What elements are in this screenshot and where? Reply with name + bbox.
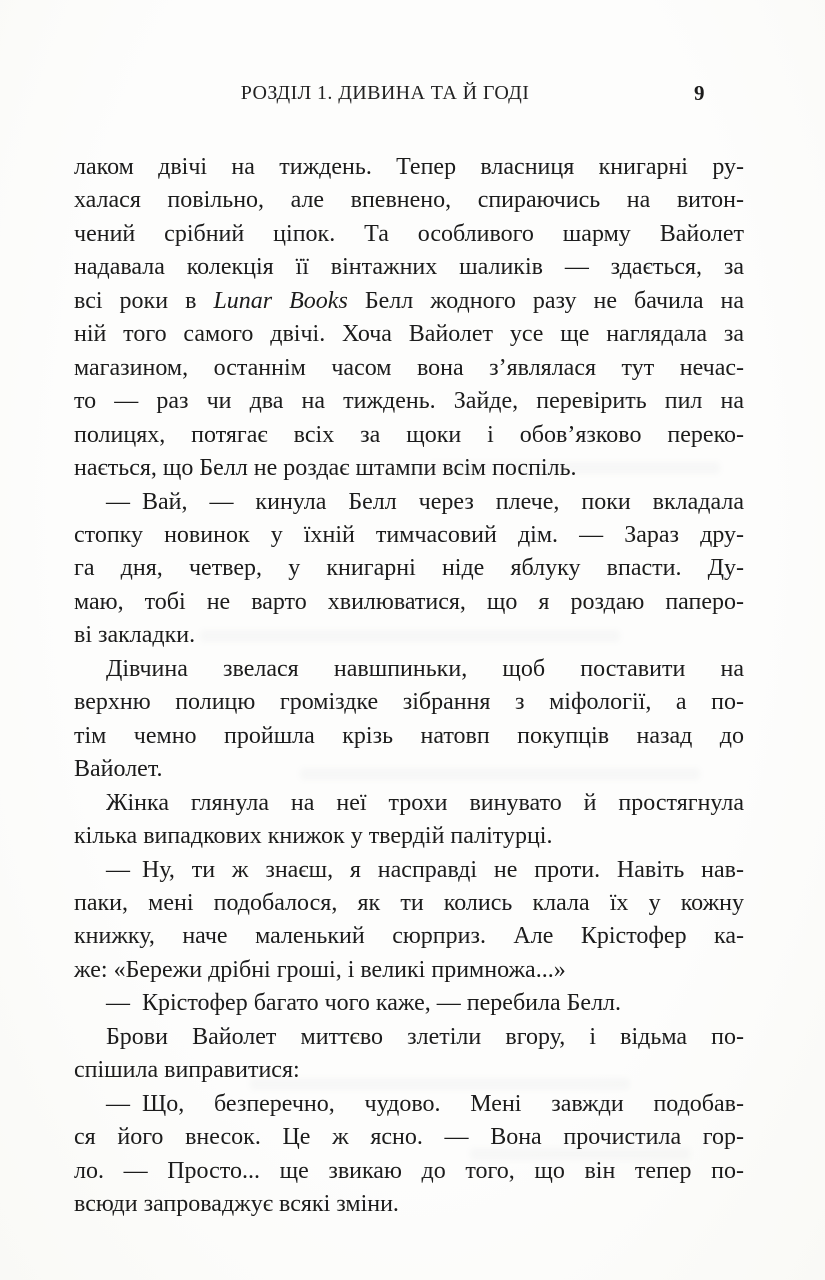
text-segment: ній того самого двічі. Хоча Вайолет усе ще наглядала за	[74, 321, 744, 348]
text-segment: Вайолет.	[74, 756, 163, 783]
text-line	[74, 787, 744, 820]
text-line	[74, 1121, 744, 1154]
text-line	[74, 720, 744, 753]
text-segment: га дня, четвер, у книгарні ніде яблуку впасти. Ду-	[74, 555, 744, 582]
text-line	[74, 954, 744, 987]
text-line	[74, 987, 744, 1020]
text-segment: кілька випадкових книжок у твердій палітурці.	[74, 823, 553, 850]
text-line	[74, 686, 744, 719]
text-line	[74, 385, 744, 418]
text-segment: Брови Вайолет миттєво злетіли вгору, і відьма по-	[106, 1023, 744, 1050]
text-line	[74, 151, 744, 184]
text-segment: нається, що Белл не роздає штампи всім поспіль.	[74, 455, 577, 482]
text-segment: верхню полицю громіздке зібрання з міфології, а по-	[74, 689, 744, 716]
chapter-running-head: РОЗДІЛ 1. ДИВИНА ТА Й ГОДІ	[240, 82, 530, 104]
text-segment: тім чемно пройшла крізь натовп покупців назад до	[74, 722, 744, 749]
text-segment: маю, тобі не варто хвилюватися, що я роздаю паперо-	[74, 588, 744, 615]
text-segment: халася повільно, але впевнено, спираючись на витон-	[74, 187, 744, 214]
text-segment: ві закладки.	[74, 622, 196, 649]
page-number: 9	[694, 81, 705, 105]
text-line	[74, 1054, 744, 1087]
text-segment: всюди запроваджує всякі зміни.	[74, 1191, 399, 1218]
text-line	[74, 552, 744, 585]
text-segment: ся його внесок. Це ж ясно. — Вона прочистила гор-	[74, 1124, 744, 1151]
text-segment: ло. — Просто... ще звикаю до того, що він тепер по-	[74, 1157, 744, 1184]
text-segment: — Ну, ти ж знаєш, я насправді не проти. Навіть нав-	[106, 856, 744, 883]
text-line	[74, 251, 744, 284]
text-line	[74, 753, 744, 786]
text-line	[74, 184, 744, 217]
text-segment: магазином, останнім часом вона з’являлася тут нечас-	[74, 354, 744, 381]
text-line	[74, 1155, 744, 1188]
text-line	[74, 318, 744, 351]
text-line	[74, 1088, 744, 1121]
text-segment: чений срібний ціпок. Та особливого шарму Вайолет	[74, 220, 744, 247]
text-line	[74, 653, 744, 686]
text-segment: то — раз чи два на тиждень. Зайде, перевірить пил на	[74, 388, 744, 415]
text-segment: — Вай, — кинула Белл через плече, поки вкладала	[106, 488, 744, 515]
text-line	[74, 218, 744, 251]
text-line	[74, 920, 744, 953]
text-segment: надавала колекція її вінтажних шаликів — здається, за	[74, 254, 744, 281]
text-line	[74, 1188, 744, 1221]
italic-text: Lunar Books	[213, 287, 348, 314]
text-line	[74, 452, 744, 485]
text-line	[74, 486, 744, 519]
body-text	[74, 151, 744, 1222]
text-line	[74, 285, 744, 318]
text-line	[74, 820, 744, 853]
text-segment: Жінка глянула на неї трохи винувато й простягнула	[106, 789, 744, 816]
text-segment: лаком двічі на тиждень. Тепер власниця книгарні ру-	[74, 154, 744, 180]
text-segment: Дівчина звелася навшпиньки, щоб поставити на	[106, 655, 744, 682]
text-line	[74, 854, 744, 887]
text-line	[74, 1021, 744, 1054]
text-line	[74, 887, 744, 920]
text-segment: стопку новинок у їхній тимчасовий дім. — Зараз дру-	[74, 521, 744, 548]
text-segment: — Крістофер багато чого каже, — перебила Белл.	[106, 990, 622, 1017]
text-segment: — Що, безперечно, чудово. Мені завжди подобав-	[106, 1090, 744, 1117]
text-line	[74, 519, 744, 552]
text-segment: спішила виправитися:	[74, 1057, 300, 1084]
text-line	[74, 586, 744, 619]
text-segment: полицях, потягає всіх за щоки і обов’язково переко-	[74, 421, 744, 448]
text-segment: книжку, наче маленький сюрприз. Але Крістофер ка-	[74, 923, 744, 950]
text-line	[74, 352, 744, 385]
text-line	[74, 419, 744, 452]
text-segment: же: «Бережи дрібні гроші, і великі примножа...»	[74, 956, 566, 983]
text-segment: Белл жодного разу не бачила на	[347, 287, 745, 314]
text-segment: всі роки в	[74, 287, 214, 314]
text-line	[74, 619, 744, 652]
text-segment: паки, мені подобалося, як ти колись клала їх у кожну	[74, 889, 744, 916]
